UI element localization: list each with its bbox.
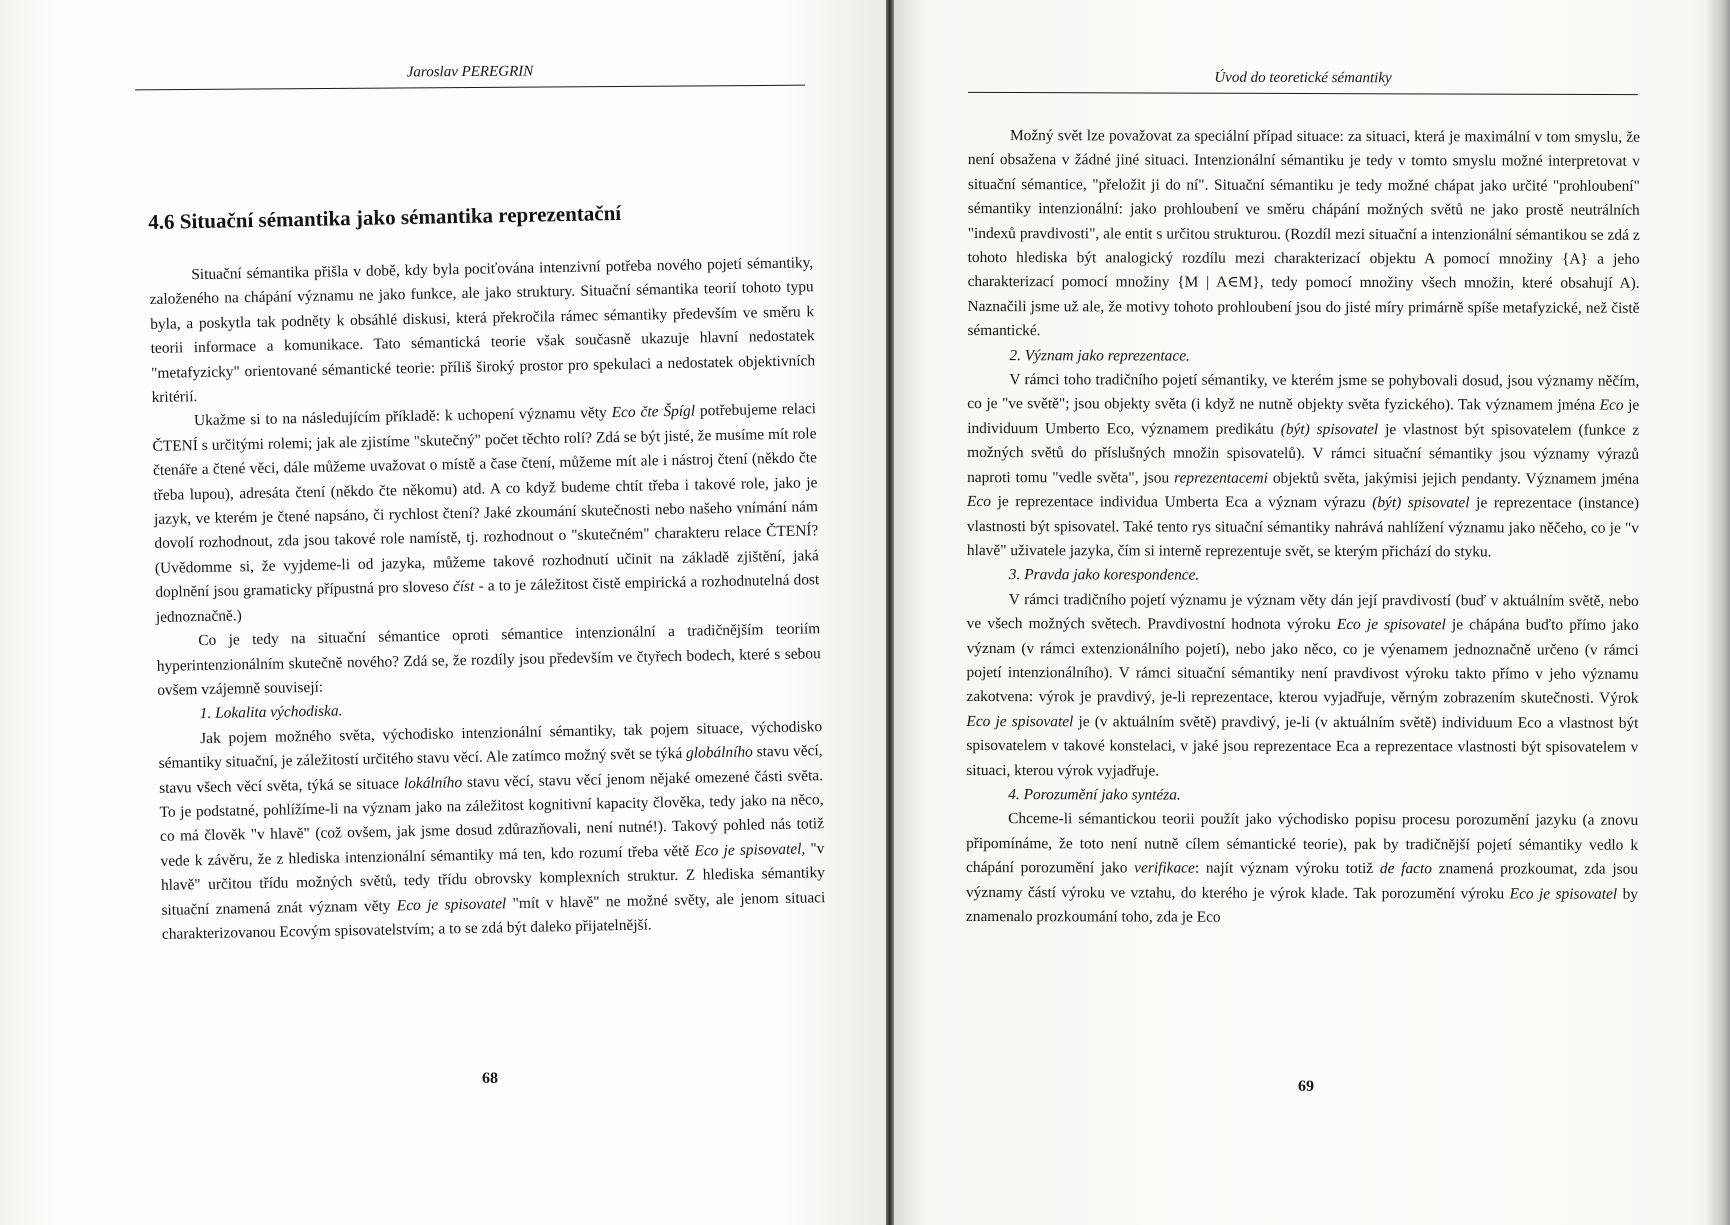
right-paragraph-2: [967, 368, 1640, 565]
text-run: Ukažme si to na následujícím příkladě: k uchopení významu věty: [193, 404, 607, 430]
list-item-heading-1: 1. Lokalita východiska.: [199, 702, 343, 723]
left-paragraph-1: Situační sémantika přišla v době, kdy byla pociťována intenzivní potřeba nového pojetí sémantiky, založeného na chápání významu ne jako funkce, ale jako struktury. Situační sémantika teorií tohoto typu byla, a poskytla tak podněty k obsáhlé diskusi, která překročila rámec sémantiky především ve směru k teorii informace a komunikace. Tato sémantická teorie však současně ukazuje hlavní nedostatek "metafyzicky" orientované sémantické teorie: příliš široký prostor pro spekulaci a nedostatek objektivních kritérií.: [149, 254, 816, 406]
text-run: znamená prozkoumat, zda jsou významy částí výroku ve vztahu, do kterého je výrok klade. Tak porozumění výroku: [965, 860, 1639, 903]
example-sentence: Eco je spisovatel: [1509, 885, 1618, 903]
text-run: Možný svět lze považovat za speciální případ situace: za situaci, která je maximální v tom smyslu, že není obsažena v žádné jiné situaci. Intenzionální sémantiku je tedy v tomto smyslu možné interpretovat v situační sémantice, "přeložit ji do ní". Situační sémantiku je tedy možné chápat jako určité "prohloubení" sémantiky intenzionální: jako prohloubení ve směru chápání možných světů ne jako prostě neutrálních "indexů pravdivosti", ale entit s určitou strukturou. (Rozdíl mezi situační a intenzionální sémantikou se zdá z tohoto hlediska být analogický rozdílu mezi charakterizací objektu A pomocí množiny: [967, 127, 1640, 268]
text-run: je vlastnost být spisovatelem (funkce z možných světů do příslušných množin spisovatelů). V rámci situační sémantiky jsou významy výrazů naproti tomu "vedle světa", jsou: [967, 420, 1640, 487]
list-item-heading-4: 4. Porozumění jako syntéza.: [1008, 786, 1181, 804]
left-page-body: [148, 195, 826, 947]
set-notation: {A}: [1561, 250, 1588, 268]
section-heading: 4.6 Situační sémantika jako sémantika reprezentační: [148, 200, 622, 234]
text-run: V rámci tradičního pojetí významu je význam věty dán její pravdivostí (buď v aktuálním světě, nebo ve všech možných světech. Pravdivostní hodnota výroku: [966, 590, 1639, 634]
right-paragraph-4: [966, 807, 1638, 931]
list-item-heading-3: 3. Pravda jako korespondence.: [1008, 566, 1200, 584]
text-run: : najít význam výroku totiž: [1194, 859, 1374, 878]
emphasis-verification: verifikace: [1134, 859, 1195, 877]
left-paragraph-3: Co je tedy na situační sémantice oproti sémantice intenzionální a tradičnějším teoriím hyperintenzionálním skutečně nového? Zdá se, že rozdíly jsou především ve čtyřech bodech, které s sebou ovšem vzájemně souvisejí:: [156, 620, 821, 699]
example-predicate: (být) spisovatel: [1280, 420, 1379, 438]
text-run: je reprezentace (instance) vlastnosti být spisovatel. Také tento rys situační sémantiky nahrává nahlížení významu jako něčeho, co je "v hlavě" uživatele jazyka, čím si interně reprezentuje svět, se kterým přichází do styku.: [966, 494, 1640, 561]
right-running-head: Úvod do teoretické sémantiky: [968, 69, 1638, 95]
example-sentence: Eco je spisovatel: [396, 894, 507, 914]
text-run: stavu věcí, stavu všech věcí světa, týká se situace: [158, 742, 823, 797]
text-run: stavu věcí, stavu věcí jenom nějaké omezené části světa. To je podstatné, pohlížíme-li na význam jako na záležitost kognitivní kapacity člověka, tedy jako na něco, co má člověk "v hlavě" (což ovšem, jak jsme dosud zdůrazňovali, není nutné!). Takový pohled nás totiž vede k závěru, že z hlediska intenzionální sémantiky má ten, kdo rozumí třeba větě: [159, 766, 825, 870]
set-notation: {M | A∈M},: [1177, 273, 1264, 292]
right-paragraph-1: [967, 124, 1640, 345]
text-run: potřebujeme relaci ČTENÍ s určitými rolemi; jak ale zjistíme "skutečný" počet těchto rolí? Zdá se být jisté, že musíme mít role čtenáře a čtené věci, dále můžeme uvažovat o místě a čase čtení, můžeme mít ale i nástroj čtení (někdo čte třeba lupou), adresáta čtení (někdo čte někomu) atd. A co když budeme chtít třeba i takové role, jako je jazyk, ve kterém je čtené napsáno, či rychlost čtení? Jaké zkoumání skutečnosti nebo našeho vnímání nám dovolí rozhodnout, zda jsou takové role namístě, tj. rozhodnout o "skutečném" charakteru relace ČTENÍ? (Uvědomme si, že vyjdeme-li od jazyka, můžeme takové rozhodnutí učinit na základě zjištění, jaká doplnění jsou gramaticky přípustná pro sloveso: [152, 400, 819, 602]
left-page-number: 68: [482, 1070, 498, 1087]
text-run: Jak pojem možného světa, východisko intenzionální sémantiky, tak pojem situace, východisko sémantiky situační, je záležitostí určitého stavu věcí. Ale zatímco možný svět se týká: [158, 717, 823, 773]
text-run: je individuum Umberto Eco, významem predikátu: [967, 397, 1640, 438]
example-predicate: (být) spisovatel: [1372, 494, 1470, 512]
emphasis-global: globálního: [685, 743, 753, 762]
example-sentence: Eco je spisovatel,: [694, 840, 806, 860]
left-paragraph-4: [158, 715, 826, 947]
text-run: by znamenalo prozkoumání toho, zda je Eco: [965, 885, 1638, 926]
example-sentence: Eco je spisovatel: [1336, 616, 1446, 634]
verb-term: číst: [452, 578, 475, 596]
text-run: a jeho charakterizací pomocí množiny: [967, 250, 1640, 291]
example-sentence: Eco čte Špígl: [611, 402, 696, 422]
right-page-body: [966, 124, 1640, 931]
book-spine: [886, 0, 894, 1225]
text-run: "mít v hlavě" ne možné světy, ale jenom situaci charakterizovanou Ecovým spisovatelstvím; a to se zdá být daleko přijatelnější.: [161, 888, 826, 943]
text-run: je chápána buďto přímo jako význam (v rámci extenzionálního pojetí), nebo jako něco, co je výenamem jednoznačně určeno (v rámci pojetí intenzionálního). V rámci situační sémantiky není pravdivost výroku takto přímo v jeho významu zakotvena: výrok je pravdivý, je-li reprezentace, kterou vyjadřuje, věrným zobrazením skutečnosti. Výrok: [966, 616, 1639, 708]
text-run: je reprezentace individua Umberta Eca a význam výrazu: [997, 493, 1366, 512]
text-run: - a to je záležitost čistě empirická a rozhodnutelná dost jednoznačně.): [155, 571, 820, 626]
text-run: je (v aktuálním světě) pravdivý, je-li (v aktuálním světě) individuum Eco a vlastnost být spisovatelem v takové konstelaci, v jaké jsou reprezentace Eca a reprezentace vlastnosti být spisovatelem v situaci, kterou výrok vyjadřuje.: [966, 713, 1639, 780]
text-run: tedy pomocí množiny všech množin, které obsahují A). Naznačili jsme už ale, že motivy tohoto prohloubení jsou do jisté míry primárně spíše metafyzické, než čistě sémantické.: [967, 274, 1640, 340]
text-run: Chceme-li sémantickou teorii použít jako východisko popisu procesu porozumění jazyku (a znovu připomínáme, že toto není nutně cílem sémantické teorie), pak by tradičnější pojetí sémantiky vedlo k chápání porozumění jako: [966, 810, 1639, 877]
text-run: V rámci toho tradičního pojetí sémantiky, ve kterém jsme se pohybovali dosud, jsou významy něčím, co je "ve světě"; jsou objekty světa (i když ne nutně objekty světa fyzického). Tak významem jména: [967, 371, 1640, 415]
example-sentence: Eco je spisovatel: [966, 712, 1074, 731]
emphasis-de-facto: de facto: [1379, 860, 1432, 878]
right-paragraph-3: [966, 588, 1639, 785]
emphasis-representations: reprezentacemi: [1174, 469, 1268, 487]
page-edge: [1704, 0, 1730, 1225]
example-name: Eco: [1599, 397, 1624, 415]
text-run: objektů světa, jakýmisi jejich pendanty. Významem jména: [1272, 469, 1640, 488]
emphasis-local: lokálního: [403, 773, 463, 792]
example-name: Eco: [966, 493, 991, 511]
list-item-heading-2: 2. Význam jako reprezentace.: [1009, 346, 1190, 365]
left-running-head: Jaroslav PEREGRIN: [135, 62, 805, 91]
text-run: "v hlavě" určitou třídu možných světů, tedy třídu obrovsky komplexních struktur. Z hlediska sémantiky situační znamená znát význam věty: [160, 839, 826, 919]
left-paragraph-2: [152, 398, 820, 630]
right-page-number: 69: [1298, 1078, 1314, 1095]
